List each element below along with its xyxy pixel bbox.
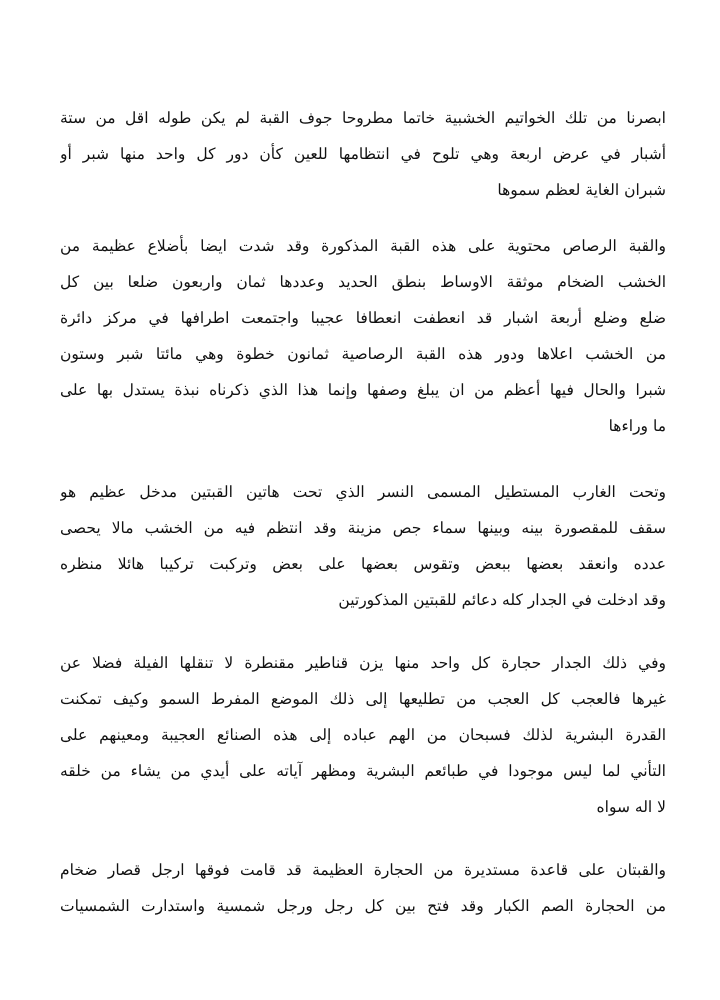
text-line: سقف للمقصورة بينه وبينها سماء جص مزينة وقد انتظم فيه من الخشب مالا يحصى [60,519,666,537]
text-line: والقبتان على قاعدة مستديرة من الحجارة العظيمة قد قامت فوقها ارجل قصار ضخام [60,861,666,879]
paragraph-2 [60,228,666,444]
paragraph-4 [60,645,666,825]
text-line: وتحت الغارب المستطيل المسمى النسر الذي تحت هاتين القبتين مدخل عظيم هو [60,483,666,501]
text-line: غيرها فالعجب كل العجب من تطليعها إلى ذلك الموضع المفرط السمو وكيف تمكنت [60,690,666,708]
paragraph-1 [60,100,666,208]
text-line: من الخشب اعلاها ودور هذه القبة الرصاصية ثمانون خطوة وهي مائتا شبر وستون [60,345,666,363]
text-line: لا اله سواه [596,798,666,816]
text-line: عدده وانعقد بعضها ببعض وتقوس بعضها على بعض وتركبت تركيبا هائلا منظره [60,555,666,573]
text-line: شبرا والحال فيها أعظم من ان يبلغ وصفها وإنما هذا الذي ذكرناه نبذة يستدل بها على [60,381,666,399]
text-line: الخشب الضخام موثقة الاوساط بنطق الحديد وعددها ثمان واربعون ضلعا بين كل [60,273,666,291]
text-line: وقد ادخلت في الجدار كله دعائم للقبتين المذكورتين [338,591,666,609]
text-line: شبران الغاية لعظم سموها [497,181,666,199]
text-line: ابصرنا من تلك الخواتيم الخشبية خاتما مطروحا جوف القبة لم يكن طوله اقل من ستة [60,109,666,127]
paragraph-5 [60,852,666,924]
text-line: ما وراءها [608,417,666,435]
paragraph-3 [60,474,666,618]
text-line: وفي ذلك الجدار حجارة كل واحد منها يزن قناطير مقنطرة لا تنقلها الفيلة فضلا عن [60,654,666,672]
text-line: أشبار في عرض اربعة وهي تلوح في انتظامها للعين كأن دور كل واحد منها شبر أو [60,145,666,163]
text-line: من الحجارة الصم الكبار وقد فتح بين كل رجل ورجل شمسية واستدارت الشمسيات [60,897,666,915]
text-line: والقبة الرصاص محتوية على هذه القبة المذكورة وقد شدت ايضا بأضلاع عظيمة من [60,237,666,255]
text-line: القدرة البشرية لذلك فسبحان من الهم عباده إلى هذه الصنائع العجيبة ومعينهم على [60,726,666,744]
text-line: ضلع وضلع أربعة اشبار قد انعطفت انعطافا عجيبا واجتمعت اطرافها في مركز دائرة [60,309,666,327]
text-line: التأني لما ليس موجودا في طبائعم البشرية ومظهر آياته على أيدي من يشاء من خلقه [60,762,666,780]
